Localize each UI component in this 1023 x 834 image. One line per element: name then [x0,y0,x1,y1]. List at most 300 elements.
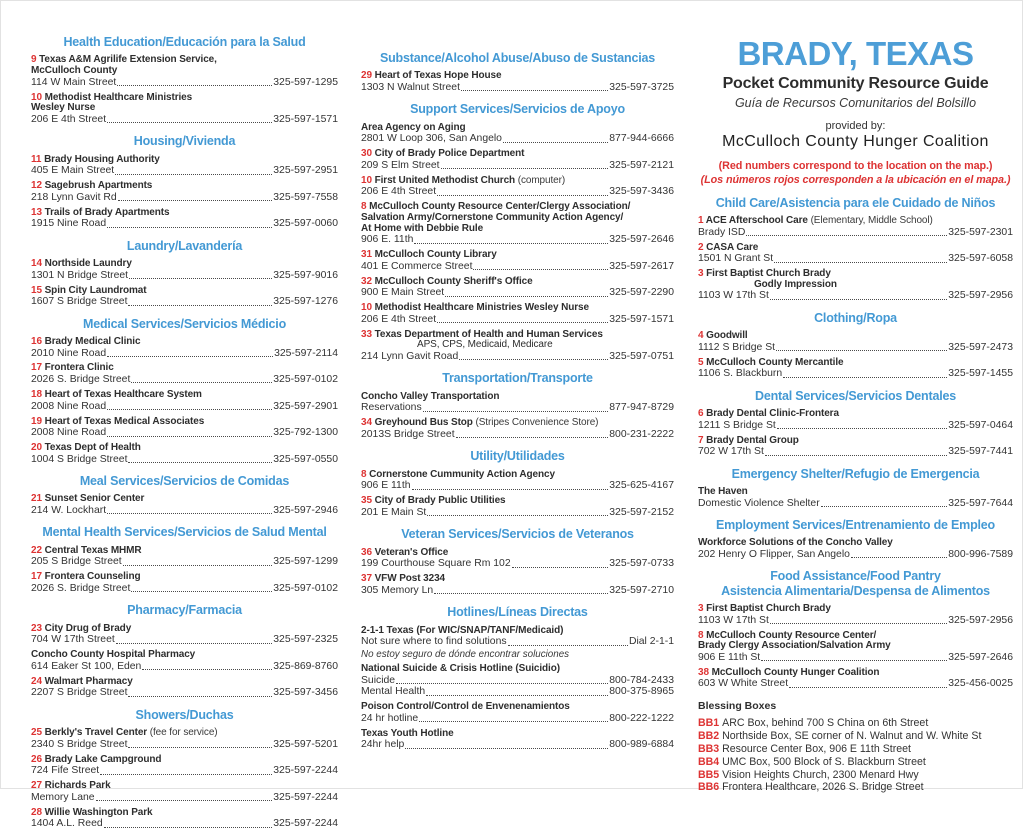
entry-row [698,498,1013,509]
entry-phone: 325-597-0550 [273,453,338,465]
entry-row [31,401,338,412]
entry-name [31,546,338,557]
resource-entry [31,650,338,672]
dot-leader [434,593,608,594]
entry-row [698,549,1013,560]
resource-entry [31,572,338,594]
dot-leader [437,322,608,323]
entry-address: 614 Eaker St 100, Eden [31,660,142,672]
section-heading [361,102,674,116]
entry-phone: 325-597-2956 [948,614,1013,626]
dot-leader [426,695,608,696]
entry-address: 1501 N Grant St [698,253,774,265]
entry-phone: 325-597-2244 [273,818,338,830]
entry-name [698,216,1013,227]
section-heading-line: Emergency Shelter/Refugio de Emergencia [731,466,980,481]
dot-leader [512,567,609,568]
entry-name-text: Spin City Laundromat [44,284,147,296]
resource-entry [31,624,338,646]
map-number: 16 [31,335,45,347]
entry-phone: 325-597-0102 [273,374,338,386]
dot-leader [851,557,947,558]
column-right [698,27,1013,794]
entry-address: 206 E 4th Street [31,113,107,125]
resource-entry [31,808,338,830]
entry-name-text: Brady Housing Authority [44,153,160,165]
entry-phone: 325-597-7441 [948,446,1013,458]
entry-name-text: Area Agency on Aging [361,121,466,133]
dot-leader [116,643,273,644]
blessing-box-text: Vision Heights Church, 2300 Menard Hwy [722,768,919,781]
map-number: 9 [31,54,40,66]
entry-address: Reservations [361,402,422,414]
map-number: 33 [361,328,375,340]
entry-phone: 325-597-2301 [948,226,1013,238]
map-number: 7 [698,434,707,446]
dot-leader [783,377,947,378]
resource-entry [31,677,338,699]
resource-entry [31,781,338,803]
section-heading [31,239,338,253]
dot-leader [761,660,947,661]
entry-name-line: Godly Impression [754,278,837,290]
section-heading-line: Transportation/Transporte [442,371,593,386]
dot-leader [107,122,272,123]
entry-address: 1103 W 17th St [698,614,769,626]
blessing-box-text: ARC Box, behind 700 S China on 6th Street [722,716,929,729]
entry-name-text: Concho Valley Transportation [361,390,500,402]
section-heading [698,389,1013,403]
entry-name-text: Cornerstone Cummunity Action Agency [369,468,555,480]
entry-name-text: Texas Youth Hotline [361,727,454,739]
entry-address: Not sure where to find solutions [361,636,507,648]
resource-entry [31,208,338,230]
entry-phone: 325-597-0751 [609,350,674,362]
entry-address: 401 E Commerce Street [361,260,473,272]
entry-phone: 325-597-0464 [948,419,1013,431]
entry-name-suffix: (Stripes Convenience Store) [472,417,599,429]
entry-row [698,368,1013,379]
dot-leader [427,515,608,516]
entry-row [698,678,1013,689]
entry-name-text: Willie Washington Park [44,806,153,818]
entry-name-line: McCulloch County [31,64,118,76]
entry-row [31,661,338,672]
entry-name [31,755,338,766]
entry-name-text: The Haven [698,485,748,497]
entry-row [361,636,674,647]
map-number: 14 [31,257,45,269]
resource-entry [361,149,674,171]
resource-entry [31,181,338,203]
entry-address: 2008 Nine Road [31,427,107,439]
dot-leader [405,748,608,749]
section-heading [361,371,674,385]
entry-phone: 325-456-0025 [948,678,1013,690]
entry-name [361,496,674,507]
resource-entry [31,546,338,568]
entry-name [31,363,338,374]
entry-name [361,470,674,481]
dot-leader [396,683,608,684]
blessing-box-code: BB1 [698,716,723,729]
dot-leader [129,278,272,279]
subtitle-spanish: Guía de Recursos Comunitarios del Bolsillo [734,95,977,110]
section-heading-line: Pharmacy/Farmacia [127,603,242,618]
map-number: 32 [361,275,375,287]
entry-address: 218 Lynn Gavit Rd [31,191,117,203]
entry-row [31,114,338,125]
section-heading [361,449,674,463]
map-number: 10 [361,302,375,314]
entry-name [361,548,674,559]
resource-entry [698,487,1013,509]
entry-name-text: Heart of Texas Healthcare System [44,388,202,400]
entry-name-text: McCulloch County Resource Center/Clergy Association/ [369,201,631,213]
resource-entry [361,176,674,198]
section-heading-line: Housing/Vivienda [133,134,236,149]
entry-name-text: First United Methodist Church [374,174,516,186]
dot-leader [128,462,272,463]
entry-phone: 325-597-1571 [273,113,338,125]
column-middle [361,45,674,755]
entry-name-text: Workforce Solutions of the Concho Valley [698,537,893,549]
entry-name-suffix: (Elementary, Middle School) [807,215,933,227]
blessing-box-item [698,769,1013,782]
entry-phone: 325-597-0060 [273,218,338,230]
section-heading-line: Veteran Services/Servicios de Veteranos [401,527,634,542]
map-number: 11 [31,153,45,165]
entry-address: 1004 S Bridge Street [31,453,128,465]
resource-entry [361,303,674,325]
entry-row [361,585,674,596]
section-heading-line: Food Assistance/Food Pantry [770,569,941,584]
entry-name-text: Methodist Healthcare Ministries Wesley Nurse [374,302,589,314]
entry-phone: 325-597-1299 [273,556,338,568]
entry-name-text: McCulloch County Hunger Coalition [711,666,880,678]
dot-leader [117,85,272,86]
dot-leader [414,243,608,244]
entry-name-text: City of Brady Public Utilities [374,495,506,507]
entry-name [361,303,674,314]
entry-row [698,253,1013,264]
entry-name-text: Goodwill [706,330,748,342]
entry-phone: 800-989-6884 [609,739,674,751]
map-number: 3 [698,268,707,280]
entry-name [698,409,1013,420]
section-heading-line: Substance/Alcohol Abuse/Abuso de Sustancias [379,51,656,65]
dot-leader [423,411,609,412]
entry-name-text: Berkly's Travel Center [44,727,148,739]
entry-name-text: Heart of Texas Hope House [374,70,502,82]
resource-entry [361,250,674,272]
section-heading-line: Showers/Duchas [135,707,234,722]
map-number: 26 [31,753,45,765]
section-heading [698,311,1013,325]
entry-phone: 325-597-2617 [609,260,674,272]
entry-address: 201 E Main St [361,506,427,518]
entry-address: 206 E 4th Street [361,186,437,198]
map-number: 37 [361,573,375,585]
entry-name [31,417,338,428]
entry-phone: 800-231-2222 [609,428,674,440]
entry-name [698,668,1013,679]
entry-phone: 325-597-2956 [948,290,1013,302]
entry-row [31,454,338,465]
blessing-box-item [698,756,1013,769]
entry-row [31,818,338,829]
map-number: 8 [361,201,370,213]
entry-row [31,270,338,281]
entry-name [31,286,338,297]
resource-entry [31,494,338,516]
map-number: 24 [31,675,45,687]
entry-name-text: Northside Laundry [44,257,132,269]
resource-entry [698,604,1013,626]
entry-name [361,626,674,637]
dot-leader [774,262,947,263]
map-number: 3 [698,603,707,615]
entry-row [698,652,1013,663]
blessing-box-item [698,743,1013,756]
section-heading [361,51,674,65]
entry-address: 2010 Nine Road [31,347,107,359]
entry-address: 114 W Main Street [31,76,117,88]
entry-name-text: 2-1-1 Texas (For WIC/SNAP/TANF/Medicaid) [361,624,564,636]
entry-name-text: McCulloch County Mercantile [706,356,844,368]
entry-row [361,429,674,440]
entry-row [31,427,338,438]
entry-address: 2801 W Loop 306, San Angelo [361,133,502,145]
resource-entry [698,436,1013,458]
entry-address: 206 E 4th Street [361,313,437,325]
entry-name [698,331,1013,342]
entry-address: 2013S Bridge Street [361,428,455,440]
blessing-box-text: UMC Box, 500 Block of S. Blackburn Street [722,755,926,768]
entry-address: 724 Fife Street [31,765,100,777]
dot-leader [123,565,273,566]
entry-row [31,556,338,567]
dot-leader [107,227,272,228]
entry-address: Domestic Violence Shelter [698,497,820,509]
dot-leader [821,506,948,507]
dot-leader [437,195,608,196]
entry-name-text: CASA Care [706,241,759,253]
resource-entry [361,702,674,724]
entry-row [361,507,674,518]
entry-address: 1404 A.L. Reed [31,818,103,830]
entry-name-text: Brady Dental Group [706,434,799,446]
blessing-box-item [698,717,1013,730]
entry-name [31,494,338,505]
map-note-spanish: (Los números rojos corresponden a la ubicación en el mapa.) [700,173,1011,186]
blessing-box-code: BB3 [698,742,723,755]
dot-leader [776,350,947,351]
subtitle: Pocket Community Resource Guide [722,74,989,92]
entry-name-line: APS, CPS, Medicaid, Medicare [417,339,553,351]
entry-name-text: Heart of Texas Medical Associates [44,415,205,427]
map-number: 23 [31,622,45,634]
blessing-box-code: BB5 [698,768,723,781]
entry-row [361,314,674,325]
entry-phone: 325-625-4167 [609,480,674,492]
dot-leader [777,428,947,429]
entry-address: 1301 N Bridge Street [31,269,129,281]
page-title: BRADY, TEXAS [737,35,974,72]
entry-name [31,208,338,219]
entry-name-line: At Home with Debbie Rule [361,222,484,234]
map-number: 19 [31,415,45,427]
entry-address: Memory Lane [31,791,95,803]
section-heading [31,708,338,722]
entry-address: 24hr help [361,739,405,751]
entry-phone: Dial 2-1-1 [628,636,674,648]
section-heading-line: Utility/Utilidades [470,449,565,464]
entry-address: 214 Lynn Gavit Road [361,350,459,362]
entry-name [31,443,338,454]
entry-address: 702 W 17th St [698,446,764,458]
entry-name-text: Brady Lake Campground [44,753,162,765]
entry-phone: 325-597-2951 [273,165,338,177]
entry-row [698,342,1013,353]
entry-name-text: First Baptist Church Brady [706,603,831,615]
entry-row [31,192,338,203]
dot-leader [412,489,609,490]
entry-address: 1211 S Bridge St [698,419,776,431]
blessing-box-text: Northside Box, SE corner of N. Walnut and W. White St [722,729,982,742]
entry-name-text: Texas Department of Health and Human Services [374,328,603,340]
provided-by-org: McCulloch County Hunger Coalition [722,132,989,150]
entry-row [361,186,674,197]
entry-row [361,351,674,362]
section-heading-line: Child Care/Asistencia para ele Cuidado de Niños [715,195,996,210]
entry-phone: 800-784-2433 [609,674,674,686]
resource-entry [698,538,1013,560]
dot-leader [456,437,609,438]
dot-leader [107,513,272,514]
entry-phone: 325-597-2114 [274,347,338,359]
entry-phone: 325-597-2473 [948,341,1013,353]
map-number: 25 [31,727,45,739]
resource-entry [31,155,338,177]
resource-entry [31,390,338,412]
entry-phone: 800-996-7589 [948,548,1013,560]
map-number: 5 [698,356,707,368]
entry-address: 2026 S. Bridge Street [31,582,131,594]
dot-leader [100,774,272,775]
blessing-box-code: BB4 [698,755,723,768]
dot-leader [104,827,273,828]
resource-entry [361,574,674,596]
dot-leader [107,436,272,437]
entry-name-text: National Suicide & Crisis Hotline (Suicidio) [361,663,560,675]
resource-entry [698,331,1013,353]
dot-leader [459,359,608,360]
resource-entry [31,755,338,777]
entry-phone: 325-597-2152 [609,506,674,518]
resource-entry [361,123,674,145]
blessing-box-text: Frontera Healthcare, 2026 S. Bridge Street [722,781,924,794]
entry-row [31,348,338,359]
entry-name-text: Methodist Healthcare Ministries [44,91,193,103]
section-heading [698,518,1013,532]
entry-address: 199 Courthouse Square Rm 102 [361,558,511,570]
entry-phone: 325-597-5201 [273,738,338,750]
section-heading-line: Clothing/Ropa [814,310,897,325]
entry-address: 603 W White Street [698,678,789,690]
entry-phone: 325-597-3725 [609,81,674,93]
section-heading [361,605,674,619]
entry-name-text: Poison Control/Control de Envenenamientos [361,701,570,713]
entry-name [698,604,1013,615]
map-number: 36 [361,546,375,558]
entry-phone: 325-597-2646 [609,234,674,246]
entry-name [31,650,338,661]
column-left [31,29,338,834]
entry-name-text: First Baptist Church Brady [706,268,831,280]
entry-name [31,572,338,583]
entry-name [361,176,674,187]
dot-leader [142,669,272,670]
map-number: 1 [698,215,706,227]
resource-entry [361,71,674,93]
entry-address: 1915 Nine Road [31,218,107,230]
entry-name [698,538,1013,549]
dot-leader [770,623,947,624]
dot-leader [445,296,608,297]
entry-row [31,765,338,776]
provided-by-label: provided by: [825,119,886,132]
entry-row [698,615,1013,626]
entry-name [698,358,1013,369]
entry-phone: 325-597-2244 [273,791,338,803]
resource-entry [31,55,338,88]
entry-phone: 325-597-3456 [273,687,338,699]
entry-name-text: Brady Dental Clinic-Frontera [706,408,839,420]
entry-row [31,77,338,88]
entry-phone: 325-597-1295 [273,76,338,88]
entry-row [361,234,674,245]
entry-address: 405 E Main Street [31,165,115,177]
section-heading [698,196,1013,210]
resource-entry [361,664,674,697]
entry-address: 906 E 11th St [698,651,761,663]
section-heading [31,603,338,617]
entry-name-text: Trails of Brady Apartments [44,206,170,218]
entry-row [361,713,674,724]
entry-name-text: Texas Dept of Health [44,442,141,454]
dot-leader [473,269,608,270]
dot-leader [128,696,272,697]
section-heading [31,35,338,49]
map-number: 6 [698,408,707,420]
entry-address: 2008 Nine Road [31,400,107,412]
entry-phone: 800-222-1222 [609,712,674,724]
map-number: 35 [361,495,375,507]
entry-name-text: Concho County Hospital Pharmacy [31,649,196,661]
entry-name-text: McCulloch County Library [374,249,497,261]
resource-entry [698,358,1013,380]
entry-address: 24 hr hotline [361,712,419,724]
entry-name-text: Frontera Clinic [44,362,114,374]
entry-phone: 325-597-1276 [273,296,338,308]
map-number: 22 [31,544,45,556]
entry-name [361,418,674,429]
resource-entry [361,277,674,299]
entry-name [31,624,338,635]
resource-entry [31,363,338,385]
dot-leader [746,235,947,236]
